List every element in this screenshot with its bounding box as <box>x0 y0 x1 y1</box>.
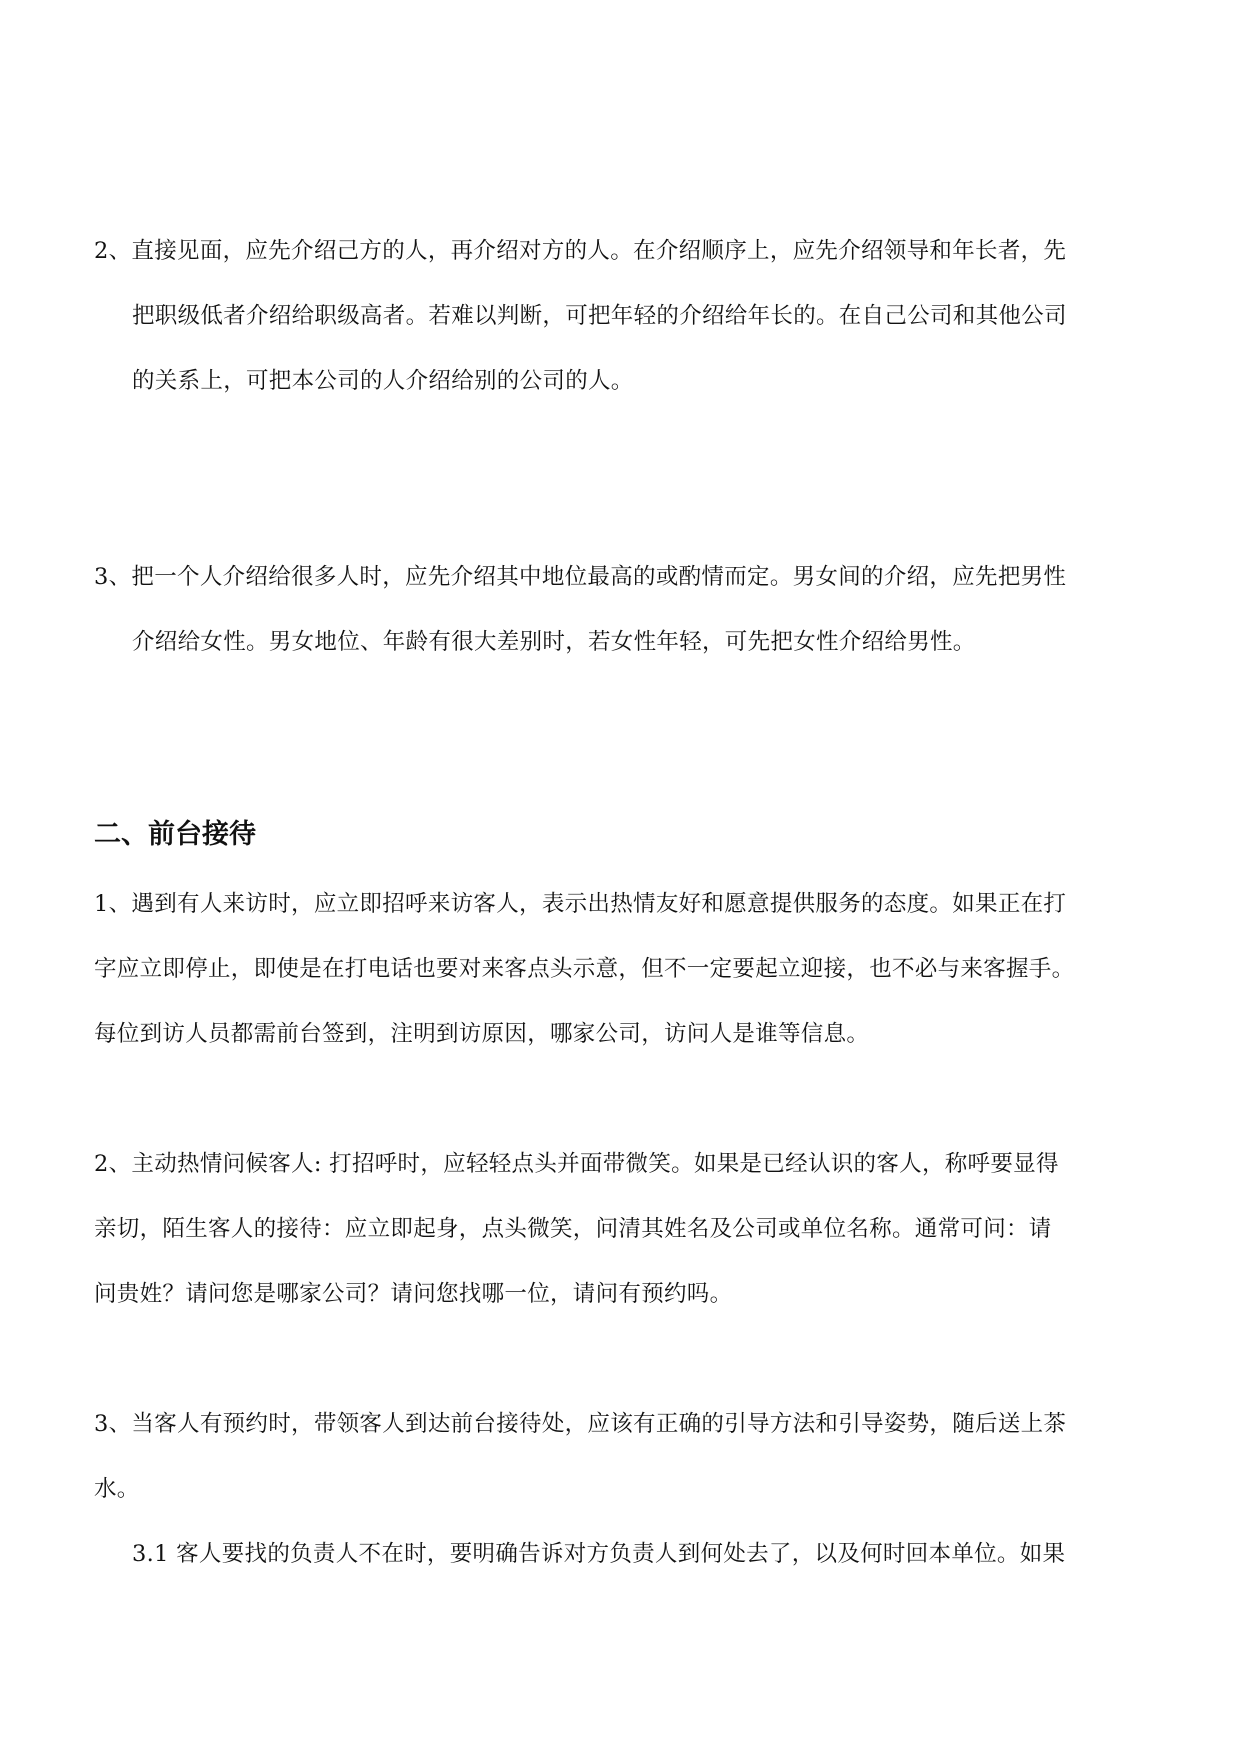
paragraph-line: 亲切，陌生客人的接待：应立即起身，点头微笑，问清其姓名及公司或单位名称。通常可问：请 <box>94 1216 1052 1242</box>
paragraph-line: 3.1 客人要找的负责人不在时，要明确告诉对方负责人到何处去了，以及何时回本单位。如果 <box>132 1541 1066 1567</box>
paragraph-intro-rule-3 <box>94 545 1150 675</box>
paragraph-reception-3-1 <box>94 1522 1150 1587</box>
paragraph-line: 3、当客人有预约时，带领客人到达前台接待处，应该有正确的引导方法和引导姿势，随后送上茶 <box>94 1411 1067 1437</box>
paragraph-line: 把职级低者介绍给职级高者。若难以判断，可把年轻的介绍给年长的。在自己公司和其他公司 <box>132 303 1067 329</box>
paragraph-reception-2 <box>94 1132 1150 1327</box>
paragraph-line: 问贵姓？请问您是哪家公司？请问您找哪一位，请问有预约吗。 <box>94 1281 733 1307</box>
paragraph-line: 的关系上，可把本公司的人介绍给别的公司的人。 <box>132 368 634 394</box>
paragraph-line: 每位到访人员都需前台签到，注明到访原因，哪家公司，访问人是谁等信息。 <box>94 1021 870 1047</box>
paragraph-line: 介绍给女性。男女地位、年龄有很大差别时，若女性年轻，可先把女性介绍给男性。 <box>132 629 976 655</box>
paragraph-reception-3 <box>94 1392 1150 1522</box>
paragraph-reception-1 <box>94 872 1150 1067</box>
paragraph-line: 3、把一个人介绍给很多人时，应先介绍其中地位最高的或酌情而定。男女间的介绍，应先把男性 <box>94 564 1067 590</box>
paragraph-line: 字应立即停止，即使是在打电话也要对来客点头示意，但不一定要起立迎接，也不必与来客握手。 <box>94 956 1075 982</box>
paragraph-line: 水。 <box>94 1476 140 1502</box>
paragraph-line: 2、直接见面，应先介绍己方的人，再介绍对方的人。在介绍顺序上，应先介绍领导和年长者，先 <box>94 238 1067 264</box>
section-heading: 二、前台接待 <box>94 819 256 850</box>
paragraph-line: 1、遇到有人来访时，应立即招呼来访客人，表示出热情友好和愿意提供服务的态度。如果正在打 <box>94 891 1067 917</box>
paragraph-intro-rule-2 <box>94 219 1150 414</box>
paragraph-line: 2、主动热情问候客人: 打招呼时，应轻轻点头并面带微笑。如果是已经认识的客人，称呼要显得 <box>94 1151 1059 1177</box>
